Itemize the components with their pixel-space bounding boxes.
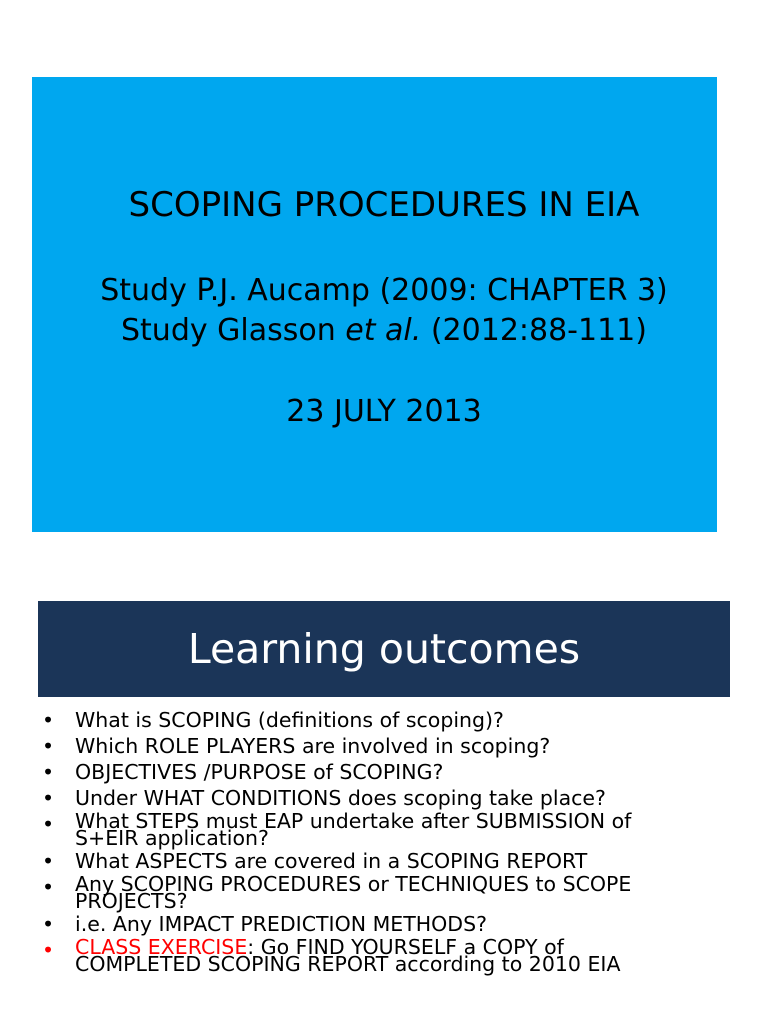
bullet-icon: • (42, 875, 55, 899)
class-exercise-item (42, 935, 742, 976)
list-item (42, 913, 742, 936)
bullet-text: What STEPS must EAP undertake after SUBMISSION of S+EIR application? (75, 809, 632, 850)
list-item (42, 735, 742, 758)
list-item (42, 761, 742, 784)
bullet-text: OBJECTIVES /PURPOSE of SCOPING? (75, 760, 444, 784)
bullet-text: i.e. Any IMPACT PREDICTION METHODS? (75, 912, 487, 936)
bullet-icon: • (42, 849, 55, 873)
reference-glasson-etal: et al. (345, 313, 422, 348)
reference-glasson (0, 312, 768, 350)
class-exercise-body: : Go FIND YOURSELF a COPY of COMPLETED SCOPING REPORT according to 2010 EIA (75, 935, 621, 976)
bullet-icon: • (42, 708, 55, 732)
bullet-text: Any SCOPING PROCEDURES or TECHNIQUES to SCOPE PROJECTS? (75, 872, 632, 913)
learning-outcomes-list (42, 709, 742, 976)
reference-glasson-prefix: Study Glasson (121, 313, 346, 348)
list-item (42, 850, 742, 873)
learning-outcomes-title: Learning outcomes (187, 625, 581, 673)
list-item (42, 709, 742, 732)
bullet-icon: • (42, 760, 55, 784)
list-item (42, 787, 742, 810)
class-exercise-label: CLASS EXERCISE (75, 935, 248, 959)
reference-aucamp: Study P.J. Aucamp (2009: CHAPTER 3) (100, 273, 668, 308)
bullet-text: What is SCOPING (definitions of scoping)? (75, 708, 504, 732)
bullet-text: What ASPECTS are covered in a SCOPING REPORT (75, 849, 588, 873)
slide-title: SCOPING PROCEDURES IN EIA (128, 185, 640, 225)
slide-date: 23 JULY 2013 (286, 394, 482, 429)
list-item (42, 809, 742, 850)
bullet-icon: • (42, 734, 55, 758)
bullet-icon: • (42, 938, 55, 962)
bullet-icon: • (42, 812, 55, 836)
bullet-text: Which ROLE PLAYERS are involved in scoping? (75, 734, 551, 758)
bullet-icon: • (42, 786, 55, 810)
bullet-text: Under WHAT CONDITIONS does scoping take place? (75, 786, 606, 810)
class-exercise-text (75, 935, 742, 976)
reference-glasson-suffix: (2012:88-111) (421, 313, 647, 348)
bullet-icon: • (42, 912, 55, 936)
list-item (42, 872, 742, 913)
